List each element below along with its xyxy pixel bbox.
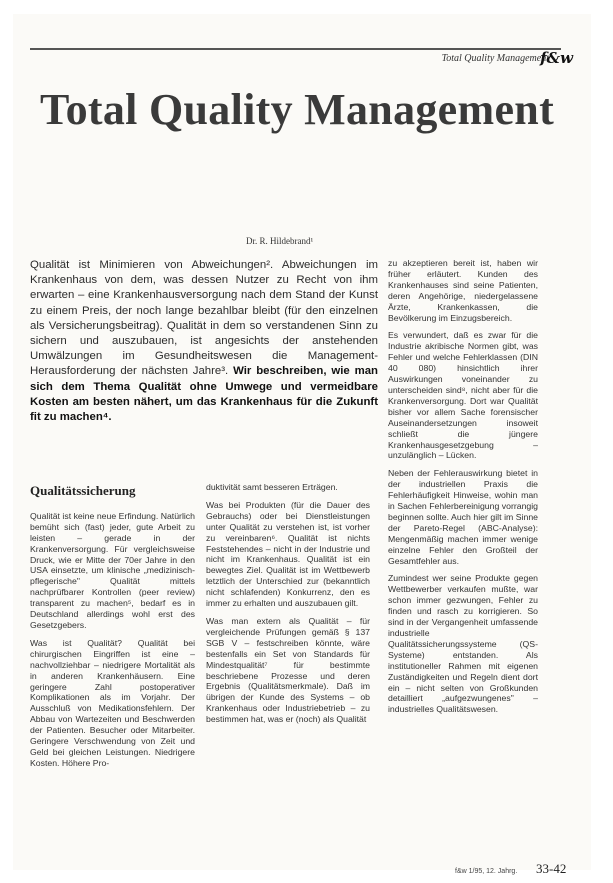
section-heading: Qualitätssicherung bbox=[30, 483, 136, 498]
paragraph: Was bei Produkten (für die Dauer des Gebrauchs) oder bei Dienstleistungen unter Qualität zu verstehen ist, ist vorher zu vereinbaren⁶. Qualität ist nichts Feststehendes – nicht in der Industrie und nicht im Krankenhaus. Qualität ist ein bewegtes Ziel. Qualität ist im Wettbewerb letztlich der Unterschied zur (bekanntlich nicht schlafenden) Konkurrenz, den es immer zu erhalten und auszubauen gilt. bbox=[206, 499, 370, 609]
column-1 bbox=[30, 482, 195, 776]
page-number: 33-42 bbox=[536, 861, 567, 876]
paragraph: Neben der Fehlerauswirkung bietet in der industriellen Praxis die Fehlerhäufigkeit Hinweise, wohin man in Sachen Fehlerbereinigung vorrangig beginnen sollte. Auch hier gilt im Sinne der Pareto-Regel (ABC-Analyse): Mengenmäßig machen immer wenige einzelne Fehler den Großteil der Gesamtfehler aus. bbox=[388, 468, 538, 566]
paragraph: Was ist Qualität? Qualität bei chirurgischen Eingriffen ist eine – nachvollziehbar – niedrigere Mortalität als in anderen Krankenhäusern. Eine geringere Zahl postoperativer Komplikationen als im Vorjahr. Der Ausschluß von Medikationsfehlern. Der Abbau von Wartezeiten und Beschwerden der Patienten. Besucher oder Mitarbeiter. Geringere Verschwendung von Zeit und Geld bei gleichen Leistungen. Niedrigere Kosten. Höhere Pro- bbox=[30, 637, 195, 768]
paragraph: Es verwundert, daß es zwar für die Industrie akribische Normen gibt, was Fehler und welche Fehlerklassen (DIN 40 080) hinsichtlich ihrer Auswirkungen voneinander zu unterscheiden sind⁸, nicht aber für die Krankenversorgung. Dort war Qualität bisher vor allem Sache forensischer Auseinandersetzungen insoweit schließt die jüngere Krankenhausgesetzgebung – unzulänglich – Lücken. bbox=[388, 330, 538, 461]
journal-footer: f&w 1/95, 12. Jahrg. bbox=[455, 868, 518, 875]
intro-paragraph bbox=[30, 258, 378, 425]
column-2 bbox=[206, 482, 370, 732]
column-3 bbox=[388, 258, 538, 722]
article-title: Total Quality Management bbox=[40, 85, 555, 134]
paragraph: Qualität ist keine neue Erfindung. Natürlich bemüht sich (fast) jeder, gute Arbeit zu leisten – gerade in der Krankenversorgung. Für vergleichsweise Druck, wie er Mitte der 70er Jahre in den USA einsetzte, um klinische „medizinisch-pflegerische" Qualität mittels nachprüfbarer Kontrollen (peer review) transparent zu machen⁵, bedarf es in Deutschland allerdings wohl erst des Gesetzgebers. bbox=[30, 510, 195, 630]
journal-logo: f&w bbox=[540, 49, 573, 67]
paragraph: duktivität samt besseren Erträgen. bbox=[206, 482, 338, 492]
intro-text: Qualität ist Minimieren von Abweichungen². Abweichungen im Krankenhaus von dem, was dessen Nutzer zu Recht von ihm erwarten – eine Krankenhausversorgung nach dem Stand der Kunst zu einem Preis, der noch lange bezahlbar bleibt (für den einzelnen als Versicherungsbeitrag). Qualität in dem so verstandenen Sinn zu sichern und auszubauen, ist angesichts der anstehenden Umwälzungen im Gesundheitswesen die Management-Herausforderung der nächsten Jahre³. bbox=[30, 259, 378, 378]
paragraph: zu akzeptieren bereit ist, haben wir früher erläutert. Kunden des Krankenhauses sind seine Patienten, deren Angehörige, niedergelassene Ärzte, Krankenkassen, die Bevölkerung im Einzugsbereich. bbox=[388, 258, 538, 323]
article-author: Dr. R. Hildebrand¹ bbox=[246, 236, 314, 246]
paragraph: Zumindest wer seine Produkte gegen Wettbewerber verkaufen mußte, war schon immer gezwungen, Fehler zu finden und rasch zu korrigieren. So sind in der Vergangenheit umfassende industrielle Qualitätssicherungssysteme (QS-Systeme) entstanden. Als institutioneller Rahmen mit eigenen Zuständigkeiten und Regeln dient dort ein – nicht selten von Großkunden detailliert „aufgezwungenes" – industrielles Qualitätswesen. bbox=[388, 573, 538, 715]
intro-bold-text: Wir beschreiben, wie man sich dem Thema Qualität ohne Umwege und vermeidbare Kosten am besten nähert, um das Krankenhaus für die Zukunft fit zu machen⁴. bbox=[30, 365, 379, 424]
header-rule bbox=[30, 48, 561, 50]
running-title: Total Quality Management bbox=[441, 53, 549, 64]
paragraph: Was man extern als Qualität – für vergleichende Prüfungen gemäß § 137 SGB V – festschreiben könnte, wäre bestenfalls ein Set von Standards für Mindestqualität⁷ für bestimmte beschriebene Prozesse und deren Ergebnis (Qualitätsmerkmale). Daß im übrigen der Kunde des Systems – ob Krankenhaus oder Industriebetrieb – zu bestimmen hat, was er (noch) als Qualität bbox=[206, 615, 370, 725]
